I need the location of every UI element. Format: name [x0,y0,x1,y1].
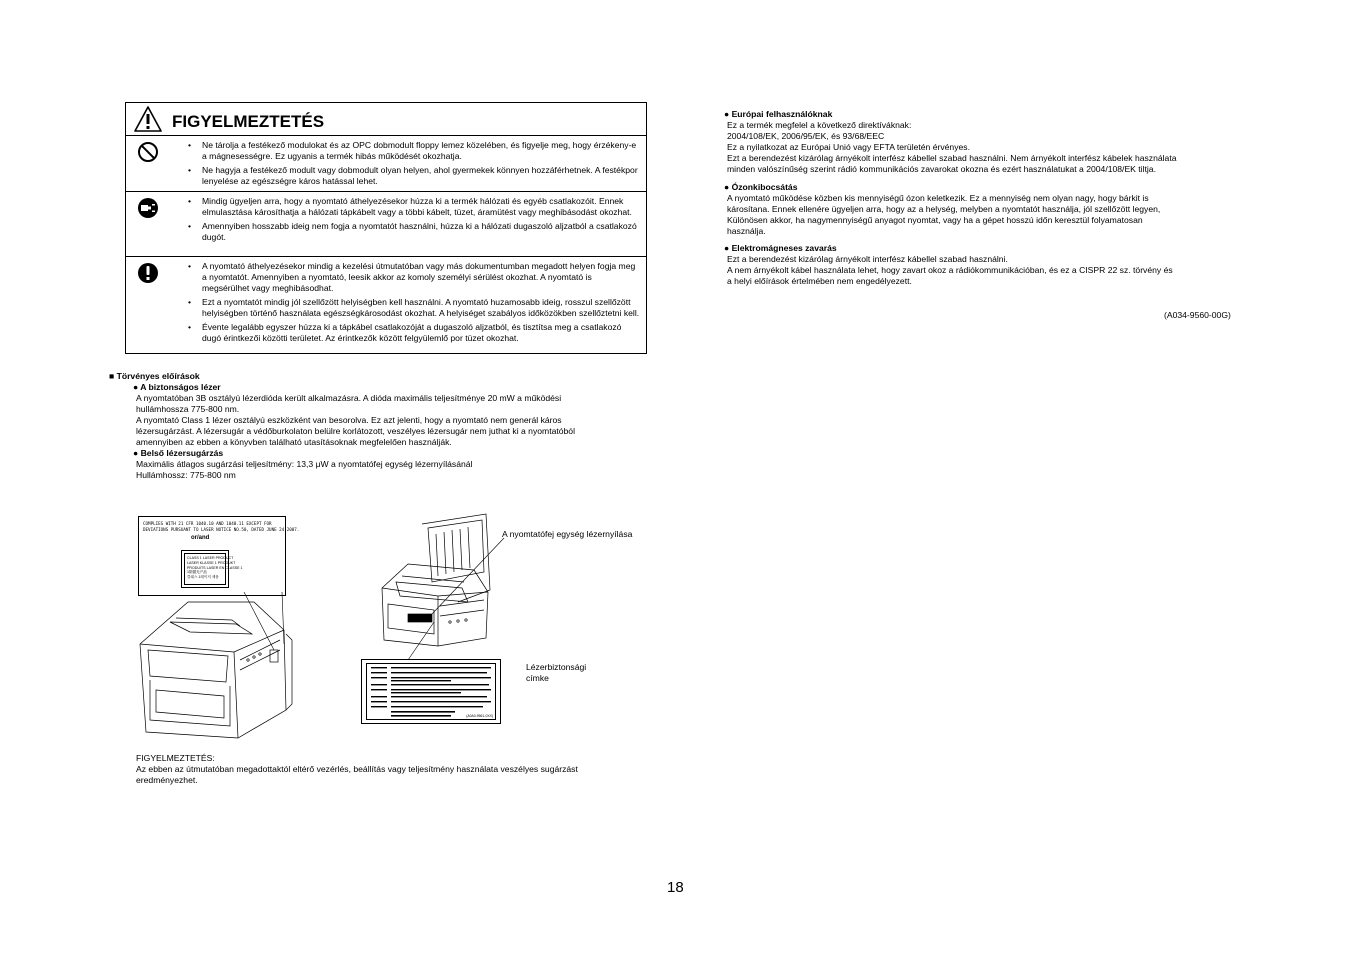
list-item: • Amennyiben hosszabb ideig nem fogja a nyomtatót használni, húzza ki a hálózati dugaszoló aljzatból a csatlakozó dugót. [188,221,637,242]
warning-row-unplug [126,192,646,257]
aperture-label: A nyomtatófej egység lézernyílása [502,529,633,539]
warning-items [188,196,640,243]
eu-heading: ● Európai felhasználóknak [724,109,833,119]
bottom-warning-title: FIGYELMEZTETÉS: [136,753,215,763]
laser-line: amennyiben az ebben a könyvben található utasításoknak megfelelően használják. [136,437,452,447]
ozone-line: használja. [727,226,766,236]
safety-label-text: címke [526,673,549,683]
aperture-callout-line [430,536,506,616]
legal-heading: ■ Törvényes előírások [109,371,200,381]
bottom-warning-line: Az ebben az útmutatóban megadottaktól eltérő vezérlés, beállítás vagy teljesítmény használata veszélyes sugárzást [136,764,578,774]
eu-line: 2004/108/EK, 2006/95/EK, és 93/68/EEC [727,131,885,141]
warning-row-mandatory [126,257,646,356]
warning-box [125,102,647,354]
laser-line: A nyomtatóban 3B osztályú lézerdióda került alkalmazásra. A dióda maximális teljesítménye 20 mW a működési [136,393,562,403]
list-item: • Ne tárolja a festékező modulokat és az OPC dobmodult floppy lemez közelében, és figyelje meg, hogy érzékeny-e a mágnesességre. Ez ugyanis a termék hibás működését okozhatja. [188,140,637,161]
emi-heading: ● Elektromágneses zavarás [724,243,837,253]
emi-line: Ezt a berendezést kizárólag árnyékolt interfész kábellel szabad használni. [727,254,1008,264]
bottom-warning-line: eredményezhet. [136,775,198,785]
class-label-outer [181,550,243,588]
laser-safety-label [361,659,501,724]
emi-line: a helyi előírások értelmében nem engedélyezett. [727,276,912,286]
eu-line: Ez a nyilatkozat az Európai Unió vagy EFTA területén érvényes. [727,142,970,152]
prohibited-icon [137,141,159,163]
ozone-line: A nyomtató működése közben kis mennyiségű ózon keletkezik. Ez a mennyiség nem olyan nagy, hogy bárkit is [727,193,1149,203]
eu-line: minden valószínűség szerint rádió kommunikációs zavarokat okozna és ezért használatukat a 2004/108/EK tiltja. [727,164,1156,174]
or-and-text: or/and [191,535,210,541]
safety-label-text: Lézerbiztonsági [526,662,587,672]
warning-items [188,261,640,344]
list-item: • Évente legalább egyszer húzza ki a tápkábel csatlakozóját a dugaszoló aljzatból, és tisztítsa meg a csatlakozó dugó érintkezői közötti területet. Az érintkezők között felgyülemlő por tüzet okozhat. [188,322,622,343]
document-code: (A034-9560-00G) [1164,310,1231,320]
compliance-label [138,516,300,596]
mandatory-icon [137,262,159,284]
list-item: • A nyomtató áthelyezésekor mindig a kezelési útmutatóban vagy más dokumentumban megadott helyen fogja meg a nyomtatót. Amennyiben a nyomtató, leesik akkor az komoly személyi sérülést okozhat. A nyomtató is megsérülhet vagy meghibásodhat. [188,261,636,293]
safety-label-callout-lines [406,620,436,662]
laser-line: A nyomtató Class 1 lézer osztályú eszközként van besorolva. Ez azt jelenti, hogy a nyomtató nem generál káros [136,415,562,425]
warning-triangle-icon [134,106,162,132]
emi-line: A nem árnyékolt kábel használata lehet, hogy zavart okoz a rádiókommunikációban, és ez a CISPR 22 sz. törvény és [727,265,1173,275]
warning-header [126,103,646,136]
internal-line: Maximális átlagos sugárzási teljesítmény: 13,3 μW a nyomtatófej egység lézernyílásánál [136,459,473,469]
ozone-line: károsítana. Ennek ellenére ügyeljen arra, hogy az a helység, melyben a nyomtatót használja, jól szellőzött legyen, [727,204,1161,214]
page-number: 18 [667,879,684,896]
laser-line: hullámhossza 775-800 nm. [136,404,240,414]
warning-row-prohibited [126,136,646,192]
eu-line: Ezt a berendezést kizárólag árnyékolt interfész kábellel szabad használni. Nem árnyékolt interfész kábelek használata [727,153,1177,163]
internal-line: Hullámhossz: 775-800 nm [136,470,236,480]
warning-items [188,140,640,187]
list-item: • Mindig ügyeljen arra, hogy a nyomtató áthelyezésekor húzza ki a termék hálózati és egyéb csatlakozóit. Ennek elmulasztása károsíthatja a hálózati tápkábelt vagy a többi kábelt, tüzet, áramütést vagy meghibásodást okozhat. [188,196,632,217]
laser-safety-label-inner [366,663,496,720]
internal-heading: ● Belső lézersugárzás [133,448,224,458]
laser-heading: ● A biztonságos lézer [133,382,221,392]
list-item: • Ezt a nyomtatót mindig jól szellőzött helyiségben kell használni. A nyomtató huzamosabb ideig, rosszul szellőzött helyiségben történő használata egészségkárosodást okozhat. A helyiséget szabályos időközökben szellőztetni kell. [188,297,640,318]
ozone-heading: ● Ózonkibocsátás [724,182,798,192]
ozone-line: Különösen akkor, ha nagymennyiségű anyagot nyomtat, vagy ha a gépet hosszú időn keresztül folyamatosan [727,215,1143,225]
class-label: CLASS 1 LASER PRODUCT LASER KLASSE 1 PRODUKT PRODUITS LASER EN CLASSE 1 1類激光产品 클래스 1레이저 제품 [184,553,226,585]
label-code: (A0A0-9561-0XX) [466,714,493,718]
eu-line: Ez a termék megfelel a következő direktíváknak: [727,120,912,130]
printer-closed-illustration [136,600,296,740]
laser-line: lézersugárzást. A lézersugár a védőburkolaton belülre korlátozott, veszélyes lézersugár nem juthat ki a nyomtatóból [136,426,575,436]
label-fine-print [367,664,497,719]
unplug-icon [137,197,159,219]
compliance-text: COMPLIES WITH 21 CFR 1040.10 AND 1040.11 EXCEPT FOR DEVIATIONS PURSUANT TO LASER NOTICE NO.50, DATED JUNE 24,2007. [143,521,300,532]
warning-title: FIGYELMEZTETÉS [172,112,325,131]
list-item: • Ne hagyja a festékező modult vagy dobmodult olyan helyen, ahol gyermekek könnyen hozzáférhetnek. A festékpor lenyelése az egészségre káros hatással lehet. [188,165,638,186]
